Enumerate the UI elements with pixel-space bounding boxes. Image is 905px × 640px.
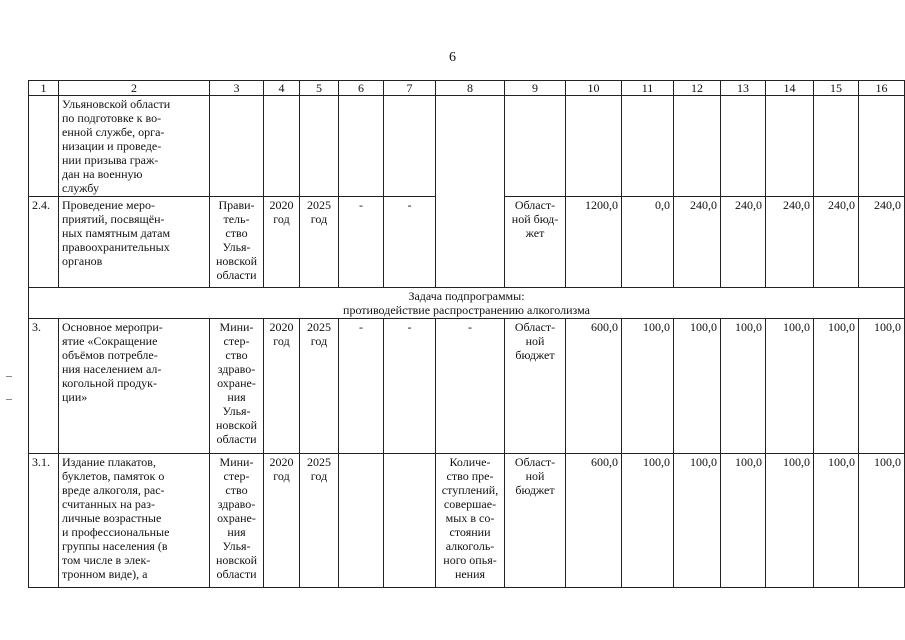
cell-line: год — [273, 212, 290, 226]
cell-line: ство — [225, 226, 248, 240]
cell-line: 2020 — [269, 320, 294, 334]
table-row — [29, 454, 905, 588]
cell-line: ции» — [62, 390, 88, 404]
row-number: 3.1. — [29, 454, 59, 588]
cell-line: ступлений, — [441, 483, 499, 497]
year-value-cell: 100,0 — [622, 454, 674, 588]
header-row — [29, 81, 905, 96]
cell-line: том числе в элек- — [62, 553, 151, 567]
col-header: 15 — [814, 81, 859, 96]
start-year-cell — [264, 319, 300, 454]
year-value-cell: 100,0 — [622, 319, 674, 454]
col6-cell: - — [339, 197, 384, 288]
cell-line: ной — [525, 334, 545, 348]
year-value-cell: 100,0 — [859, 319, 905, 454]
col-header: 6 — [339, 81, 384, 96]
task-row — [29, 288, 905, 319]
cell-line: новской — [216, 418, 257, 432]
col-header: 13 — [721, 81, 766, 96]
row-number: 3. — [29, 319, 59, 454]
cell-line: стер- — [223, 469, 250, 483]
cell-line: 2020 — [269, 455, 294, 469]
cell-line: алкоголь- — [445, 539, 495, 553]
total-cell: 600,0 — [566, 319, 622, 454]
cell-line: ятие «Сокращение — [62, 334, 158, 348]
cell-line: жет — [525, 226, 545, 240]
cell-line: службу — [62, 181, 99, 195]
year-value-cell: 100,0 — [674, 319, 721, 454]
indicator-cell — [436, 454, 505, 588]
total-cell: 600,0 — [566, 454, 622, 588]
year-value-cell: 100,0 — [721, 319, 766, 454]
cell-line: год — [310, 469, 328, 483]
cell-line: здраво- — [217, 362, 256, 376]
program-table — [28, 80, 905, 588]
cell-line: личные возрастные — [62, 511, 162, 525]
funding-source-cell — [505, 319, 566, 454]
year-value-cell: 240,0 — [859, 197, 905, 288]
cell-line: 2025 — [307, 198, 331, 212]
cell-line: ство пре- — [446, 469, 494, 483]
cell-line: 2025 — [307, 320, 331, 334]
cell-line: Област- — [514, 455, 556, 469]
year-value-cell: 100,0 — [766, 454, 814, 588]
cell-line: Проведение меро- — [62, 198, 155, 212]
cell-line: ния — [227, 525, 246, 539]
measure-name-cell — [59, 454, 210, 588]
cell-line: правоохранительных — [62, 240, 170, 254]
cell-line: год — [310, 212, 328, 226]
cell-line: ния населением ал- — [62, 362, 162, 376]
cell-line: органов — [62, 254, 103, 268]
row-number: 2.4. — [29, 197, 59, 288]
cell-line: объёмов потребле- — [62, 348, 158, 362]
col-header: 3 — [210, 81, 264, 96]
year-value-cell: 100,0 — [859, 454, 905, 588]
cell-line: мых в со- — [445, 511, 495, 525]
cell-line: 2025 — [307, 455, 331, 469]
cell-line: когольной продук- — [62, 376, 157, 390]
cell-line: Ульяновской области — [62, 97, 171, 111]
col-header: 16 — [859, 81, 905, 96]
cell-line: Улья- — [222, 240, 251, 254]
end-year-cell — [300, 197, 339, 288]
cell-line: стер- — [223, 334, 250, 348]
cell-line: 2020 — [269, 198, 294, 212]
page-number: 6 — [449, 50, 456, 65]
col7-cell: - — [384, 197, 436, 288]
year-value-cell: 100,0 — [674, 454, 721, 588]
cell-line: бюджет — [515, 348, 555, 362]
cell-line: новской — [216, 553, 257, 567]
col-header: 4 — [264, 81, 300, 96]
funding-source-cell — [505, 454, 566, 588]
col-header: 2 — [59, 81, 210, 96]
cell-line: низации и проведе- — [62, 139, 162, 153]
cell-line: Количе- — [449, 455, 491, 469]
task-heading: Задача подпрограммы: противодействие распространению алкоголизма — [29, 288, 905, 319]
cell-line: охране- — [217, 376, 256, 390]
cell-line: стоянии — [449, 525, 491, 539]
start-year-cell — [264, 197, 300, 288]
cell-line: дан на военную — [62, 167, 143, 181]
cell-line: ных памятным датам — [62, 226, 171, 240]
cell-line: бюджет — [515, 483, 555, 497]
measure-name-cell — [59, 319, 210, 454]
col-header: 8 — [436, 81, 505, 96]
cell-line: области — [216, 567, 257, 581]
margin-mark — [6, 376, 12, 377]
col-header: 1 — [29, 81, 59, 96]
margin-mark — [6, 399, 12, 400]
year-value-cell: 100,0 — [721, 454, 766, 588]
cell-line: Улья- — [222, 539, 251, 553]
cell-line: тель- — [223, 212, 250, 226]
start-year-cell — [264, 454, 300, 588]
cell-line: Област- — [514, 320, 556, 334]
funding-source-cell — [505, 197, 566, 288]
executor-cell — [210, 197, 264, 288]
col-header: 5 — [300, 81, 339, 96]
cell-line: Област- — [514, 198, 556, 212]
cell-line: группы населения (в — [62, 539, 168, 553]
col7-cell: - — [384, 319, 436, 454]
cell-line: ной — [525, 469, 545, 483]
table-row — [29, 319, 905, 454]
year-value-cell: 240,0 — [814, 197, 859, 288]
cell-line: области — [216, 268, 257, 282]
cell-line: здраво- — [217, 497, 256, 511]
cell-line: ного опья- — [443, 553, 497, 567]
table-row — [29, 96, 905, 197]
cell-line: ной бюд- — [511, 212, 559, 226]
cell-line: ство — [225, 348, 248, 362]
cell-line: ния — [227, 390, 246, 404]
executor-cell — [210, 319, 264, 454]
cell-line: Мини- — [219, 455, 254, 469]
cell-line: нения — [454, 567, 486, 581]
cell-line: нии призыва граж- — [62, 153, 159, 167]
cell-line: енной службе, орга- — [62, 125, 165, 139]
cell-line: Прави- — [218, 198, 255, 212]
cell-line: вреде алкоголя, рас- — [62, 483, 165, 497]
cell-line: Издание плакатов, — [62, 455, 156, 469]
end-year-cell — [300, 319, 339, 454]
cell-line: приятий, посвящён- — [62, 212, 165, 226]
col6-cell: - — [339, 319, 384, 454]
year-value-cell: 100,0 — [814, 454, 859, 588]
cell-line: новской — [216, 254, 257, 268]
executor-cell — [210, 454, 264, 588]
cell-line: год — [273, 334, 290, 348]
col-header: 12 — [674, 81, 721, 96]
year-value-cell: 0,0 — [622, 197, 674, 288]
cell-line: ство — [225, 483, 248, 497]
measure-name-cell — [59, 197, 210, 288]
year-value-cell: 240,0 — [766, 197, 814, 288]
col-header: 10 — [566, 81, 622, 96]
year-value-cell: 240,0 — [721, 197, 766, 288]
col-header: 11 — [622, 81, 674, 96]
col-header: 9 — [505, 81, 566, 96]
end-year-cell — [300, 454, 339, 588]
cell-line: по подготовке к во- — [62, 111, 162, 125]
col-header: 14 — [766, 81, 814, 96]
cell-line: Основное меропри- — [62, 320, 163, 334]
year-value-cell: 240,0 — [674, 197, 721, 288]
measure-name-cell — [59, 96, 210, 197]
year-value-cell: 100,0 — [814, 319, 859, 454]
cell-line: год — [310, 334, 328, 348]
total-cell: 1200,0 — [566, 197, 622, 288]
col-header: 7 — [384, 81, 436, 96]
cell-line: совершае- — [443, 497, 497, 511]
cell-line: тронном виде), а — [62, 567, 148, 581]
cell-line: охране- — [217, 511, 256, 525]
cell-line: и профессиональные — [62, 525, 170, 539]
indicator-cell: - — [436, 319, 505, 454]
year-value-cell: 100,0 — [766, 319, 814, 454]
cell-line: области — [216, 432, 257, 446]
cell-line: Мини- — [219, 320, 254, 334]
cell-line: Улья- — [222, 404, 251, 418]
cell-line: считанных на раз- — [62, 497, 155, 511]
cell-line: буклетов, памяток о — [62, 469, 165, 483]
cell-line: год — [273, 469, 290, 483]
